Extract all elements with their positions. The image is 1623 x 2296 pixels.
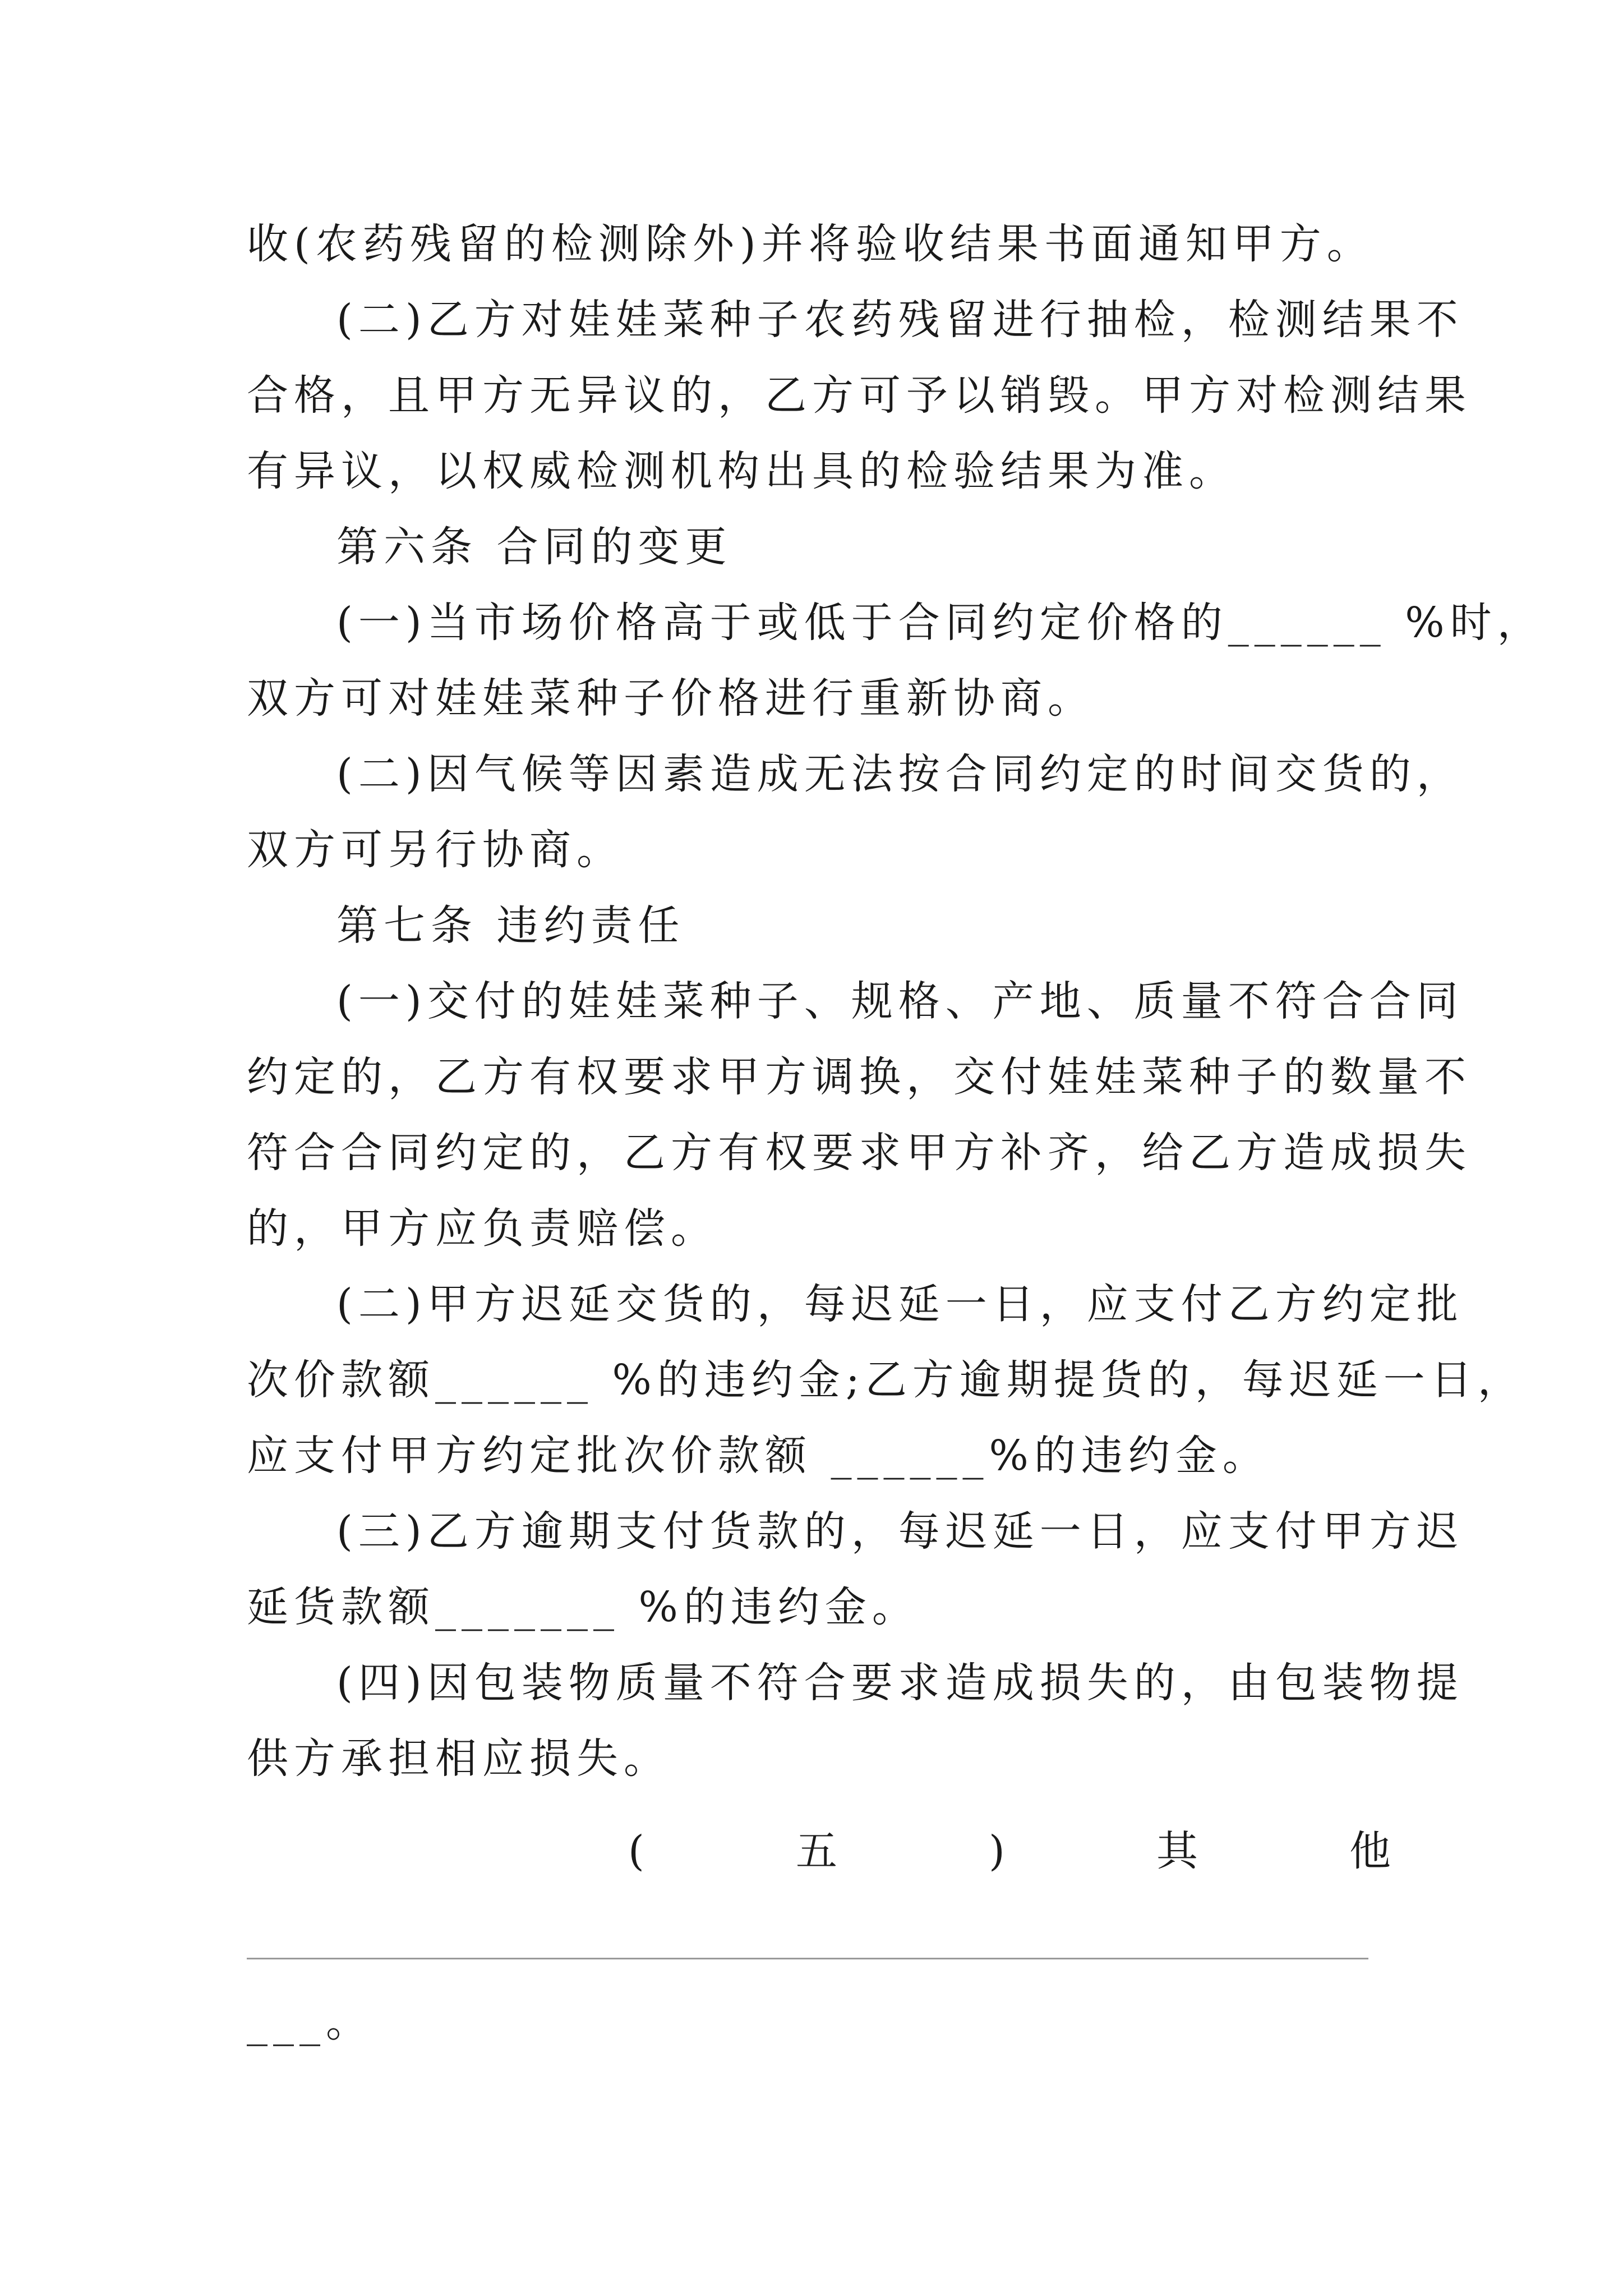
text-line: 双方可对娃娃菜种子价格进行重新协商。 (247, 674, 1095, 723)
text-line: 双方可另行协商。 (247, 826, 624, 874)
text-line: 应支付甲方约定批次价款额 ______%的违约金。 (247, 1432, 1270, 1480)
text-line-tail: ___。 (247, 1998, 373, 2046)
text-line: 约定的，乙方有权要求甲方调换，交付娃娃菜种子的数量不 (247, 1053, 1472, 1101)
other-clause-line (628, 1823, 1391, 1879)
other-clause-char: 五 (795, 1827, 837, 1875)
other-clause-char: 他 (1349, 1827, 1391, 1875)
text-line: 延货款额_______ %的违约金。 (247, 1583, 919, 1631)
text-line: 收(农药残留的检测除外)并将验收结果书面通知甲方。 (247, 220, 1374, 268)
section-heading: 第六条 合同的变更 (336, 523, 732, 571)
blank-underline (247, 1958, 1368, 1959)
text-line: 合格，且甲方无异议的，乙方可予以销毁。甲方对检测结果 (247, 371, 1472, 420)
text-line: (一)交付的娃娃菜种子、规格、产地、质量不符合合同 (336, 977, 1464, 1025)
text-line: (二)因气候等因素造成无法按合同约定的时间交货的， (336, 750, 1464, 798)
text-line: (二)乙方对娃娃菜种子农药残留进行抽检，检测结果不 (336, 296, 1464, 344)
other-clause-char: 其 (1156, 1827, 1198, 1875)
text-line: 有异议，以权威检测机构出具的检验结果为准。 (247, 447, 1236, 495)
text-line: (二)甲方迟延交货的，每迟延一日，应支付乙方约定批 (336, 1280, 1464, 1328)
text-line: 的，甲方应负责赔偿。 (247, 1204, 718, 1253)
text-line: (一)当市场价格高于或低于合同约定价格的______ %时， (336, 599, 1544, 647)
text-line: (四)因包装物质量不符合要求造成损失的，由包装物提 (336, 1659, 1464, 1707)
other-clause-char: ( (628, 1827, 644, 1875)
text-line: 供方承担相应损失。 (247, 1734, 671, 1783)
section-heading: 第七条 违约责任 (336, 901, 685, 950)
text-line: 符合合同约定的，乙方有权要求甲方补齐，给乙方造成损失 (247, 1129, 1472, 1177)
text-line: 次价款额______ %的违约金;乙方逾期提货的，每迟延一日， (247, 1356, 1525, 1404)
other-clause-char: ) (989, 1827, 1005, 1875)
text-line: (三)乙方逾期支付货款的，每迟延一日，应支付甲方迟 (336, 1507, 1464, 1556)
